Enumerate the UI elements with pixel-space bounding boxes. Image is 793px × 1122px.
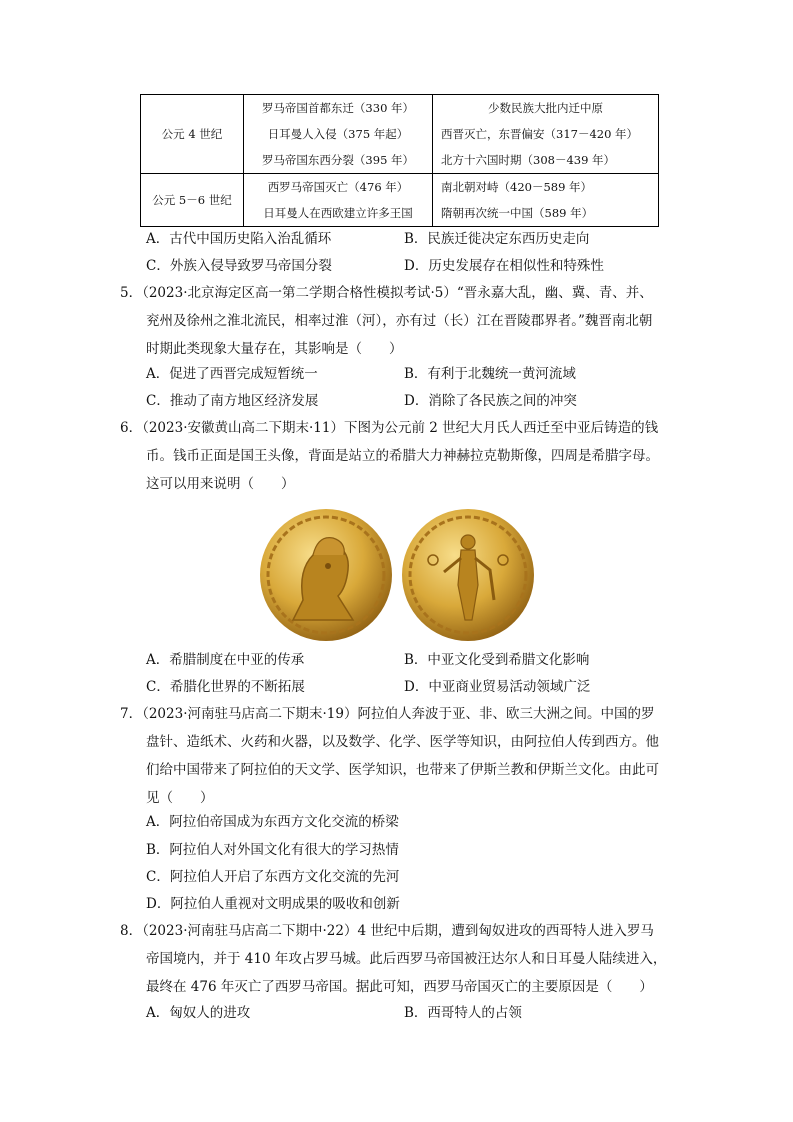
coin-image bbox=[258, 500, 538, 650]
q4-option-b: B．民族迁徙决定东西历史走向 bbox=[404, 231, 590, 247]
east-event: 北方十六国时期（308－439 年） bbox=[441, 153, 616, 167]
question-text: 币。钱币正面是国王头像，背面是站立的希腊大力神赫拉克勒斯像，四周是希腊字母。 bbox=[146, 448, 659, 464]
question-text: 时期此类现象大量存在，其影响是（ ） bbox=[146, 341, 403, 357]
q6-option-d: D．中亚商业贸易活动领域广泛 bbox=[404, 679, 591, 695]
table-row bbox=[141, 95, 659, 174]
q4-option-d: D．历史发展存在相似性和特殊性 bbox=[404, 258, 604, 274]
question-text: 6．（2023·安徽黄山高二下期末·11）下图为公元前 2 世纪大月氏人西迁至中亚后铸造的钱 bbox=[120, 420, 659, 436]
east-cell bbox=[433, 95, 659, 174]
question-5 bbox=[120, 279, 680, 363]
question-text: 8．（2023·河南驻马店高二下期中·22）4 世纪中后期，遭到匈奴进攻的西哥特人进入罗马 bbox=[120, 923, 654, 939]
q5-option-d: D．消除了各民族之间的冲突 bbox=[404, 393, 577, 409]
coin-obverse bbox=[260, 509, 392, 641]
west-event: 日耳曼人入侵（375 年起） bbox=[267, 127, 409, 141]
q6-option-c: C．希腊化世界的不断拓展 bbox=[146, 679, 305, 695]
q7-option-d: D．阿拉伯人重视对文明成果的吸收和创新 bbox=[146, 896, 400, 912]
west-event: 罗马帝国东西分裂（395 年） bbox=[261, 153, 415, 167]
q4-option-a: A．古代中国历史陷入治乱循环 bbox=[146, 231, 332, 247]
question-text: 兖州及徐州之淮北流民，相率过淮（河），亦有过（长）江在晋陵郡界者。”魏晋南北朝 bbox=[146, 313, 653, 329]
question-6 bbox=[120, 414, 680, 498]
q4-option-c: C．外族入侵导致罗马帝国分裂 bbox=[146, 258, 332, 274]
question-text: 见（ ） bbox=[146, 790, 214, 806]
west-event: 西罗马帝国灭亡（476 年） bbox=[267, 180, 409, 194]
east-event: 少数民族大批内迁中原 bbox=[488, 101, 603, 115]
q8-option-a: A．匈奴人的进攻 bbox=[146, 1005, 251, 1021]
timeline-table bbox=[140, 94, 659, 227]
west-event: 日耳曼人在西欧建立许多王国 bbox=[263, 206, 413, 220]
q7-option-a: A．阿拉伯帝国成为东西方文化交流的桥梁 bbox=[146, 814, 399, 830]
question-text: 帝国境内，并于 410 年攻占罗马城。此后西罗马帝国被汪达尔人和日耳曼人陆续进入， bbox=[146, 951, 667, 967]
question-text: 最终在 476 年灭亡了西罗马帝国。据此可知，西罗马帝国灭亡的主要原因是（ ） bbox=[146, 979, 653, 995]
q6-option-b: B．中亚文化受到希腊文化影响 bbox=[404, 652, 590, 668]
q8-option-b: B．西哥特人的占领 bbox=[404, 1005, 522, 1021]
west-cell bbox=[244, 174, 433, 227]
east-event: 南北朝对峙（420－589 年） bbox=[441, 180, 593, 194]
east-event: 隋朝再次统一中国（589 年） bbox=[441, 206, 594, 220]
q6-option-a: A．希腊制度在中亚的传承 bbox=[146, 652, 305, 668]
east-cell bbox=[433, 174, 659, 227]
question-text: 盘针、造纸术、火药和火器，以及数学、化学、医学等知识，由阿拉伯人传到西方。他 bbox=[146, 734, 659, 750]
west-cell bbox=[244, 95, 433, 174]
table-row bbox=[141, 174, 659, 227]
period-cell: 公元 5－6 世纪 bbox=[141, 174, 244, 227]
question-8 bbox=[120, 917, 680, 1001]
period-cell: 公元 4 世纪 bbox=[141, 95, 244, 174]
q5-option-a: A．促进了西晋完成短暂统一 bbox=[146, 366, 318, 382]
question-text: 们给中国带来了阿拉伯的天文学、医学知识，也带来了伊斯兰教和伊斯兰文化。由此可 bbox=[146, 762, 659, 778]
west-event: 罗马帝国首都东迁（330 年） bbox=[261, 101, 415, 115]
question-text: 7．（2023·河南驻马店高二下期末·19）阿拉伯人奔波于亚、非、欧三大洲之间。中国的罗 bbox=[120, 706, 655, 722]
east-event: 西晋灭亡，东晋偏安（317－420 年） bbox=[441, 127, 639, 141]
q7-option-b: B．阿拉伯人对外国文化有很大的学习热情 bbox=[146, 842, 399, 858]
q5-option-c: C．推动了南方地区经济发展 bbox=[146, 393, 319, 409]
q7-option-c: C．阿拉伯人开启了东西方文化交流的先河 bbox=[146, 869, 400, 885]
question-text: 5．（2023·北京海定区高一第二学期合格性模拟考试·5）“晋永嘉大乱，幽、冀、青、并、 bbox=[120, 285, 653, 301]
question-7 bbox=[120, 700, 680, 812]
coin-reverse bbox=[402, 509, 534, 641]
q5-option-b: B．有利于北魏统一黄河流域 bbox=[404, 366, 576, 382]
question-text: 这可以用来说明（ ） bbox=[146, 476, 295, 492]
